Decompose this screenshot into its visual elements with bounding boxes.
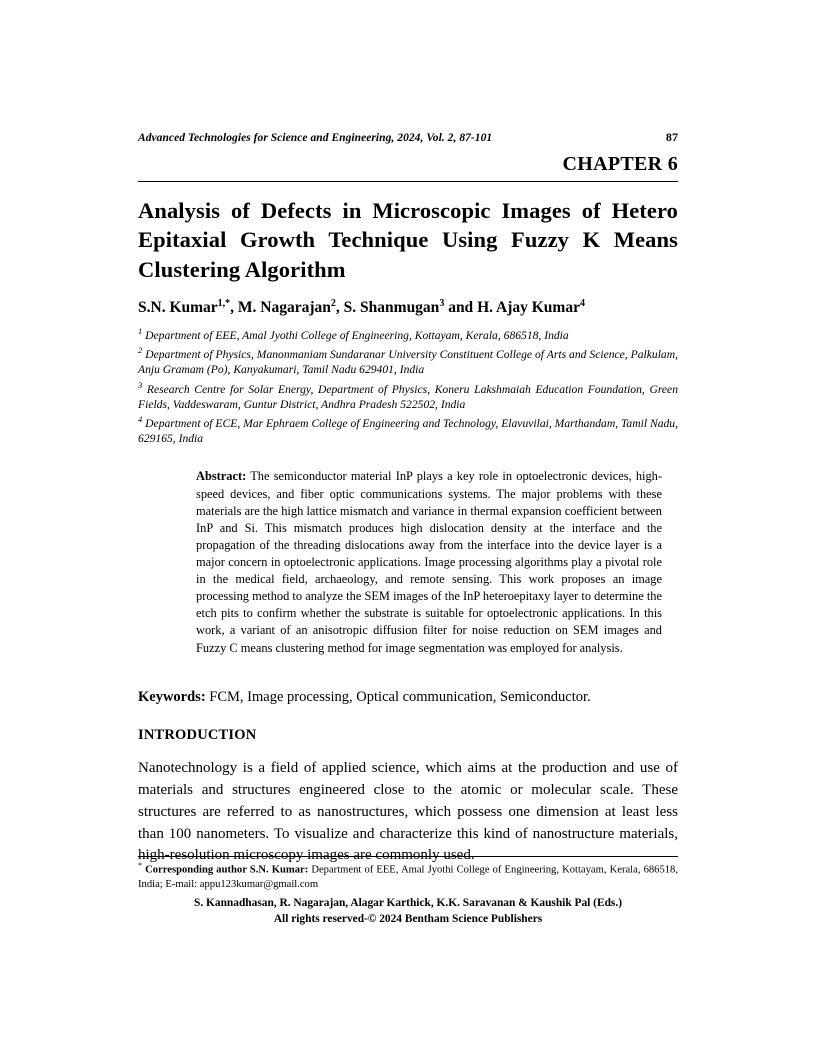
author-list <box>138 298 678 317</box>
running-head-citation: Advanced Technologies for Science and Engineering, 2024, Vol. 2, 87-101 <box>138 132 493 144</box>
affiliation-4-marker: 4 <box>138 413 143 424</box>
footnote-divider <box>138 856 678 857</box>
affiliation-1-marker: 1 <box>138 325 143 336</box>
author-3-name: , S. Shanmugan <box>335 298 440 316</box>
affiliation-4-text: Department of ECE, Mar Ephraem College of Engineering and Technology, Elavuvilai, Marthandam, Tamil Nadu, 629165, India <box>138 416 678 446</box>
affiliation-3 <box>138 380 678 412</box>
author-3-affil-marker: 3 <box>439 297 445 309</box>
footnote-marker: * <box>138 860 142 870</box>
page-title: Analysis of Defects in Microscopic Images of Hetero Epitaxial Growth Technique Using Fuzzy K Means Clustering Algorithm <box>138 198 678 282</box>
keywords-line <box>138 687 678 707</box>
abstract-block <box>196 468 678 656</box>
abstract-paragraph <box>196 468 662 656</box>
affiliation-3-marker: 3 <box>138 379 143 390</box>
introduction-paragraph: Nanotechnology is a field of applied science, which aims at the production and use of materials and structures engineered close to the atomic or molecular scale. These structures are referred to as nanostructures, which possess one dimension at least less than 100 nanometers. To visualize and characterize this kind of nanostructure materials, high-resolution microscopy images are commonly used. <box>138 759 678 864</box>
colophon <box>138 895 678 928</box>
author-4-affil-marker: 4 <box>579 297 585 309</box>
page-number: 87 <box>665 130 678 144</box>
abstract-label: Abstract: <box>196 469 247 484</box>
corresponding-author-note <box>138 861 678 892</box>
keywords-label: Keywords: <box>138 688 206 705</box>
footnote-area <box>138 856 678 892</box>
author-4-name: H. Ajay Kumar <box>477 298 580 316</box>
author-1-affil-marker: 1,* <box>217 297 231 309</box>
affiliation-4 <box>138 414 678 446</box>
colophon-rights: All rights reserved-© 2024 Bentham Science Publishers <box>273 913 543 926</box>
affiliation-1-text: Department of EEE, Amal Jyothi College of Engineering, Kottayam, Kerala, 686518, India <box>142 328 569 342</box>
author-2-affil-marker: 2 <box>330 297 336 309</box>
affiliation-2-marker: 2 <box>138 345 143 356</box>
section-heading-introduction: INTRODUCTION <box>138 726 257 743</box>
affiliation-2-text: Department of Physics, Manonmaniam Sundaranar University Constituent College of Arts and Science, Palkulam, Anju Gramam (Po), Kanyakumari, Tamil Nadu 629401, India <box>138 347 678 377</box>
chapter-label: CHAPTER 6 <box>562 153 678 175</box>
abstract-text: The semiconductor material InP plays a key role in optoelectronic devices, high-speed devices, and fiber optic communications systems. The major problems with these materials are the high lattice mismatch and variance in thermal expansion coefficient between InP and Si. This mismatch produces high dislocation density at the interface and the propagation of the threading dislocations away from the interface into the device layer is a major concern in optoelectronic applications. Image processing algorithms play a pivotal role in the medical field, archaeology, and remote sensing. This work proposes an image processing method to analyze the SEM images of the InP heteroepitaxy layer to determine the etch pits to confirm whether the substrate is suitable for optoelectronic applications. In this work, a variant of an anisotropic diffusion filter for noise reduction on SEM images and Fuzzy C means clustering method for image segmentation was employed for analysis. <box>196 469 662 655</box>
author-1-name: S.N. Kumar <box>138 298 218 316</box>
footnote-text: Department of EEE, Amal Jyothi College of Engineering, Kottayam, Kerala, 686518, India; E-mail: appu123kumar@gmail.com <box>138 864 678 890</box>
affiliation-2 <box>138 345 678 377</box>
author-2-name: , M. Nagarajan <box>230 298 331 316</box>
header-divider <box>138 181 678 182</box>
author-join-word: and <box>444 298 478 316</box>
keywords-text: FCM, Image processing, Optical communication, Semiconductor. <box>205 688 591 705</box>
running-head <box>138 130 678 145</box>
affiliation-1 <box>138 326 678 343</box>
affiliation-3-text: Research Centre for Solar Energy, Department of Physics, Koneru Lakshmaiah Education Foundation, Green Fields, Vaddeswaram, Guntur District, Andhra Pradesh 522502, India <box>138 382 678 411</box>
colophon-editors: S. Kannadhasan, R. Nagarajan, Alagar Karthick, K.K. Saravanan & Kaushik Pal (Eds.) <box>194 896 622 909</box>
footnote-label: Corresponding author S.N. Kumar: <box>142 864 309 876</box>
